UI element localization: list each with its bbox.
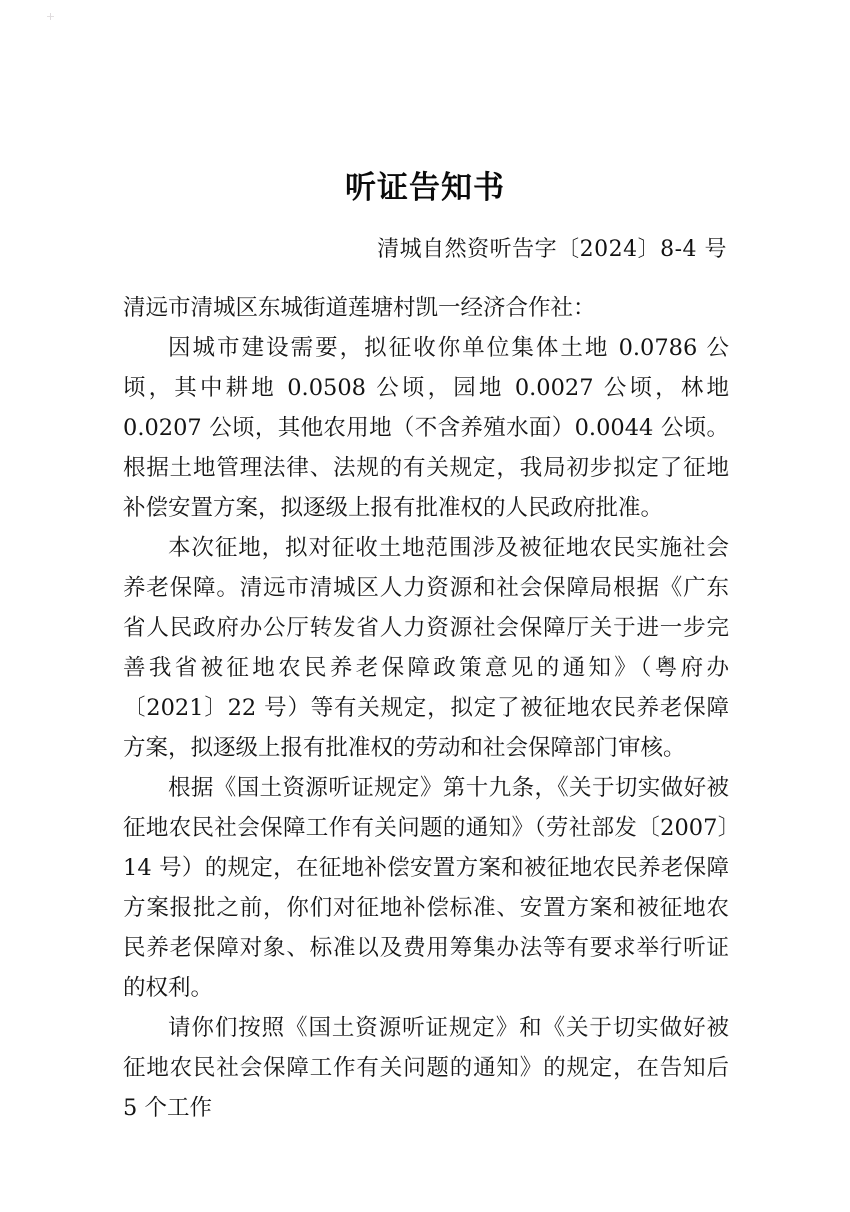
document-body [123, 288, 729, 1128]
scan-artifact-speck [47, 13, 54, 20]
document-number: 清城自然资听告字〔2024〕8-4 号 [377, 237, 727, 262]
body-paragraph-2: 本次征地，拟对征收土地范围涉及被征地农民实施社会养老保障。清远市清城区人力资源和社会保障局根据《广东省人民政府办公厅转发省人力资源社会保障厅关于进一步完善我省被征地农民养老保障政策意见的通知》（粤府办〔2021〕22 号）等有关规定，拟定了被征地农民养老保障方案，拟逐级上报有批准权的劳动和社会保障部门审核。 [123, 535, 729, 761]
recipient-line: 清远市清城区东城街道莲塘村凯一经济合作社： [123, 295, 596, 321]
body-paragraph-3: 根据《国土资源听证规定》第十九条，《关于切实做好被征地农民社会保障工作有关问题的通知》（劳社部发〔2007〕14 号）的规定，在征地补偿安置方案和被征地农民养老保障方案报批之前，你们对征地补偿标准、安置方案和被征地农民养老保障对象、标准以及费用筹集办法等有要求举行听证的权利。 [123, 775, 729, 1001]
page-title: 听证告知书 [345, 170, 505, 206]
body-paragraph-4: 请你们按照《国土资源听证规定》和《关于切实做好被征地农民社会保障工作有关问题的通知》的规定，在告知后 5 个工作 [123, 1015, 729, 1121]
body-paragraph-1: 因城市建设需要，拟征收你单位集体土地 0.0786 公顷，其中耕地 0.0508 公顷，园地 0.0027 公顷，林地 0.0207 公顷，其他农用地（不含养殖水面）0.0044 公顷。根据土地管理法律、法规的有关规定，我局初步拟定了征地补偿安置方案，拟逐级上报有批准权的人民政府批准。 [123, 335, 729, 521]
